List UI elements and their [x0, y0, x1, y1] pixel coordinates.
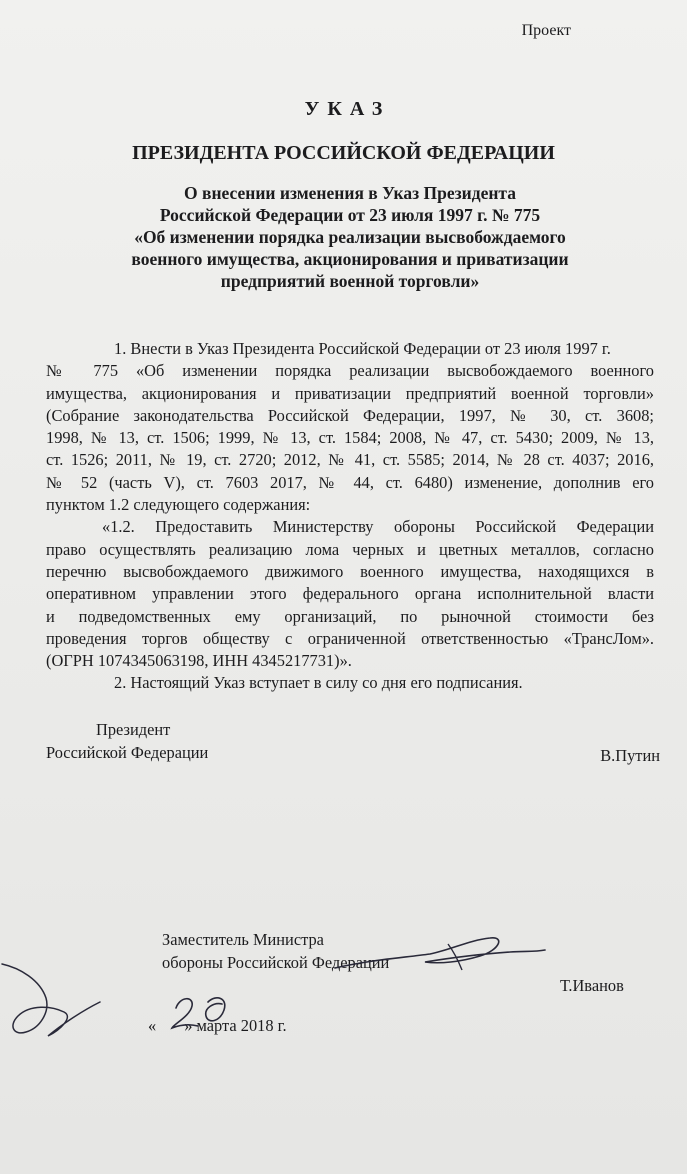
signatory-role-line: Российской Федерации — [46, 743, 209, 762]
signatory-name: Т.Иванов — [560, 976, 624, 995]
paragraph-1-line: 1. Внести в Указ Президента Российской Федерации от 23 июля 1997 г. — [114, 339, 611, 358]
signatory-role-line: Президент — [96, 720, 171, 739]
decree-subject — [100, 182, 600, 292]
paragraph-2-line: перечню высвобождаемого движимого военного имущества, находящихся в — [46, 561, 654, 581]
paragraph-2-line: и подведомственных ему организаций, по рыночной стоимости без — [46, 606, 654, 626]
handwritten-signature — [0, 950, 120, 1050]
decree-body — [46, 338, 654, 695]
president-signature-block — [46, 718, 666, 764]
subject-line: «Об изменении порядка реализации высвобождаемого — [134, 227, 566, 247]
paragraph-2-line: проведения торгов обществу с ограниченной ответственностью «ТрансЛом». — [46, 628, 654, 648]
paragraph-2-line: (ОГРН 1074345063198, ИНН 4345217731)». — [46, 651, 352, 671]
paragraph-1-line: 1998, № 13, ст. 1506; 1999, № 13, ст. 1584; 2008, № 47, ст. 5430; 2009, № 13, — [46, 428, 654, 448]
subject-line: военного имущества, акционирования и приватизации — [131, 249, 569, 269]
date-rest: » марта 2018 г. — [184, 1016, 287, 1035]
paragraph-2-line: «1.2. Предоставить Министерству обороны Российской Федерации — [102, 517, 654, 537]
president-title: ПРЕЗИДЕНТА РОССИЙСКОЙ ФЕДЕРАЦИИ — [132, 142, 555, 164]
deputy-minister-signature-block — [162, 928, 642, 995]
paragraph-1-line: № 775 «Об изменении порядка реализации высвобождаемого военного — [46, 361, 654, 381]
signatory-name: В.Путин — [600, 746, 660, 765]
subject-line: Российской Федерации от 23 июля 1997 г. № 775 — [159, 205, 541, 225]
signatory-role-line: Заместитель Министра — [162, 930, 324, 949]
paragraph-1-line: ст. 1526; 2011, № 19, ст. 2720; 2012, № 41, ст. 5585; 2014, № 28 ст. 4037; 2016, — [46, 450, 654, 470]
subject-line: О внесении изменения в Указ Президента — [184, 183, 516, 203]
paragraph-2-line: право осуществлять реализацию лома черных и цветных металлов, согласно — [46, 539, 654, 559]
paragraph-3: 2. Настоящий Указ вступает в силу со дня его подписания. — [114, 673, 523, 693]
paragraph-1-line: (Собрание законодательства Российской Федерации, 1997, № 30, ст. 3608; — [46, 405, 654, 425]
draft-label: Проект — [521, 22, 571, 39]
paragraph-2-line: оперативном управлении этого федерального органа исполнительной власти — [46, 584, 654, 604]
date-open-quote: « — [148, 1016, 157, 1035]
paragraph-1-line: имущества, акционирования и приватизации предприятий военной торговли» — [46, 383, 654, 403]
paragraph-1-line: пунктом 1.2 следующего содержания: — [46, 495, 311, 515]
paragraph-1-line: № 52 (часть V), ст. 7603 2017, № 44, ст. 6480) изменение, дополнив его — [46, 472, 654, 492]
subject-line: предприятий военной торговли» — [220, 271, 480, 291]
decree-title: УКАЗ — [304, 98, 391, 120]
signing-date — [148, 1016, 287, 1036]
signatory-role-line: обороны Российской Федерации — [162, 953, 390, 972]
